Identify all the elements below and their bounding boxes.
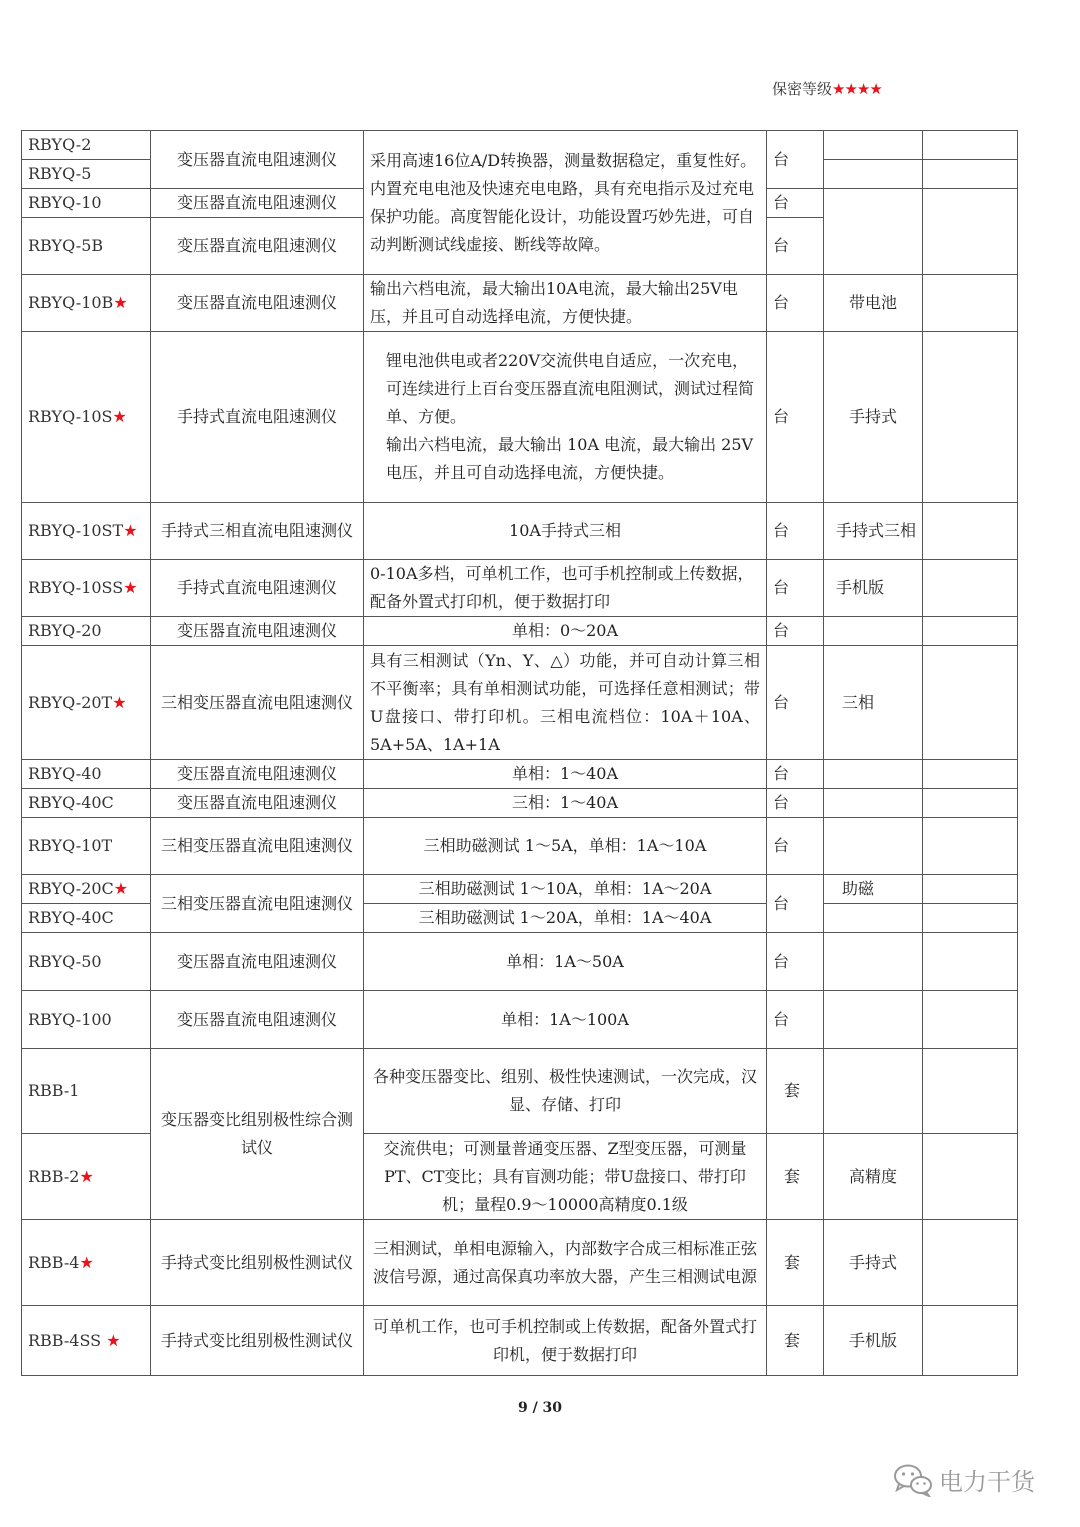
model-cell: RBYQ-20T★ [22, 646, 151, 760]
model-cell: RBYQ-10S★ [22, 332, 151, 503]
extra-cell [923, 617, 1018, 646]
table-row [22, 789, 1018, 818]
extra-cell [923, 131, 1018, 160]
table-row [22, 131, 1018, 160]
note-cell: 手机版 [824, 560, 923, 617]
note-cell [824, 131, 923, 160]
note-cell: 高精度 [824, 1134, 923, 1220]
model-cell: RBYQ-20C★ [22, 875, 151, 904]
model-cell: RBYQ-10B★ [22, 275, 151, 332]
model-cell: RBB-4SS ★ [22, 1306, 151, 1376]
name-cell: 手持式直流电阻速测仪 [151, 560, 364, 617]
model-cell: RBB-1 [22, 1049, 151, 1134]
note-cell [824, 818, 923, 875]
name-cell: 手持式三相直流电阻速测仪 [151, 503, 364, 560]
desc-cell: 三相助磁测试 1～20A，单相：1A～40A [364, 904, 767, 933]
table-row [22, 275, 1018, 332]
extra-cell [923, 933, 1018, 991]
extra-cell [923, 1049, 1018, 1134]
note-cell: 带电池 [824, 275, 923, 332]
model-cell: RBYQ-10T [22, 818, 151, 875]
desc-cell: 各种变压器变比、组别、极性快速测试，一次完成，汉显、存储、打印 [364, 1049, 767, 1134]
name-cell: 手持式变比组别极性测试仪 [151, 1220, 364, 1306]
table-row [22, 1306, 1018, 1376]
name-cell: 手持式变比组别极性测试仪 [151, 1306, 364, 1376]
name-cell: 三相变压器直流电阻速测仪 [151, 818, 364, 875]
security-level-label: 保密等级 [772, 80, 833, 98]
desc-cell [364, 332, 767, 503]
unit-cell: 台 [767, 646, 824, 760]
product-table [21, 130, 1018, 1376]
table-row [22, 560, 1018, 617]
desc-cell: 三相助磁测试 1～10A，单相：1A～20A [364, 875, 767, 904]
name-cell: 变压器直流电阻速测仪 [151, 789, 364, 818]
unit-cell: 台 [767, 617, 824, 646]
unit-cell: 台 [767, 189, 824, 218]
unit-cell: 台 [767, 760, 824, 789]
note-cell: 助磁 [824, 875, 923, 904]
extra-cell [923, 646, 1018, 760]
security-level-stars: ★★★★ [832, 80, 882, 98]
unit-cell: 台 [767, 503, 824, 560]
model-cell: RBYQ-40 [22, 760, 151, 789]
unit-cell: 台 [767, 789, 824, 818]
star-icon: ★ [113, 879, 129, 898]
unit-cell: 套 [767, 1134, 824, 1220]
desc-cell: 0-10A多档，可单机工作，也可手机控制或上传数据，配备外置式打印机，便于数据打印 [364, 560, 767, 617]
desc-line: 输出六档电流，最大输出 10A 电流，最大输出 25V 电压，并且可自动选择电流，方便快捷。 [386, 435, 754, 482]
wechat-icon [893, 1463, 933, 1497]
model-cell: RBYQ-50 [22, 933, 151, 991]
desc-cell: 具有三相测试（Yn、Y、△）功能，并可自动计算三相不平衡率；具有单相测试功能，可选择任意相测试；带U盘接口、带打印机。三相电流档位：10A＋10A、5A+5A、1A+1A [364, 646, 767, 760]
security-level [772, 78, 882, 99]
name-cell: 变压器直流电阻速测仪 [151, 189, 364, 218]
table-row [22, 875, 1018, 904]
watermark [893, 1462, 1035, 1497]
table-row [22, 991, 1018, 1049]
extra-cell [923, 875, 1018, 904]
table-row [22, 617, 1018, 646]
unit-cell: 台 [767, 131, 824, 189]
note-cell [824, 789, 923, 818]
extra-cell [923, 160, 1018, 189]
note-cell: 手持式三相 [824, 503, 923, 560]
desc-cell: 单相：0～20A [364, 617, 767, 646]
extra-cell [923, 560, 1018, 617]
note-cell [824, 760, 923, 789]
model-cell: RBYQ-5B [22, 218, 151, 275]
star-icon: ★ [112, 407, 127, 426]
table-row [22, 933, 1018, 991]
extra-cell [923, 818, 1018, 875]
extra-cell [923, 189, 1018, 275]
model-cell: RBB-4★ [22, 1220, 151, 1306]
star-icon: ★ [79, 1166, 94, 1186]
note-cell: 手持式 [824, 332, 923, 503]
unit-cell: 台 [767, 818, 824, 875]
extra-cell [923, 275, 1018, 332]
desc-cell: 10A手持式三相 [364, 503, 767, 560]
model-cell: RBB-2★ [22, 1134, 151, 1220]
note-cell: 手持式 [824, 1220, 923, 1306]
name-cell: 手持式直流电阻速测仪 [151, 332, 364, 503]
model-cell: RBYQ-5 [22, 160, 151, 189]
table-row [22, 503, 1018, 560]
name-cell: 变压器变比组别极性综合测试仪 [151, 1049, 364, 1220]
model-cell: RBYQ-10 [22, 189, 151, 218]
table-row [22, 760, 1018, 789]
desc-cell: 三相助磁测试 1～5A，单相：1A～10A [364, 818, 767, 875]
table-row [22, 1220, 1018, 1306]
watermark-text: 电力干货 [939, 1468, 1035, 1496]
unit-cell: 台 [767, 332, 824, 503]
name-cell: 变压器直流电阻速测仪 [151, 933, 364, 991]
extra-cell [923, 1220, 1018, 1306]
desc-cell: 单相：1～40A [364, 760, 767, 789]
star-icon: ★ [79, 1252, 94, 1272]
note-cell [824, 189, 923, 275]
extra-cell [923, 332, 1018, 503]
star-icon: ★ [123, 578, 138, 597]
name-cell: 三相变压器直流电阻速测仪 [151, 875, 364, 933]
page-number: 9 / 30 [517, 1400, 563, 1416]
name-cell: 变压器直流电阻速测仪 [151, 617, 364, 646]
table-row [22, 332, 1018, 503]
name-cell: 变压器直流电阻速测仪 [151, 760, 364, 789]
desc-cell: 输出六档电流，最大输出10A电流，最大输出25V电压，并且可自动选择电流，方便快捷。 [364, 275, 767, 332]
desc-cell: 可单机工作，也可手机控制或上传数据，配备外置式打印机，便于数据打印 [364, 1306, 767, 1376]
unit-cell: 台 [767, 275, 824, 332]
unit-cell: 套 [767, 1306, 824, 1376]
extra-cell [923, 1306, 1018, 1376]
model-cell: RBYQ-40C [22, 904, 151, 933]
model-cell: RBYQ-20 [22, 617, 151, 646]
name-cell: 变压器直流电阻速测仪 [151, 218, 364, 275]
unit-cell: 台 [767, 991, 824, 1049]
unit-cell: 台 [767, 933, 824, 991]
extra-cell [923, 991, 1018, 1049]
model-cell: RBYQ-10SS★ [22, 560, 151, 617]
unit-cell: 台 [767, 560, 824, 617]
table-row [22, 818, 1018, 875]
star-icon: ★ [113, 293, 128, 312]
desc-line: 锂电池供电或者220V交流供电自适应，一次充电，可连续进行上百台变压器直流电阻测试，测试过程简单、方便。 [386, 351, 755, 426]
model-cell: RBYQ-10ST★ [22, 503, 151, 560]
desc-cell: 采用高速16位A/D转换器，测量数据稳定，重复性好。内置充电电池及快速充电电路，具有充电指示及过充电保护功能。高度智能化设计，功能设置巧妙先进，可自动判断测试线虚接、断线等故障。 [364, 131, 767, 275]
unit-cell: 套 [767, 1220, 824, 1306]
note-cell [824, 1049, 923, 1134]
desc-cell: 单相：1A～50A [364, 933, 767, 991]
unit-cell: 台 [767, 218, 824, 275]
extra-cell [923, 789, 1018, 818]
extra-cell [923, 1134, 1018, 1220]
extra-cell [923, 760, 1018, 789]
note-cell: 手机版 [824, 1306, 923, 1376]
name-cell: 变压器直流电阻速测仪 [151, 275, 364, 332]
star-icon: ★ [112, 692, 127, 712]
unit-cell: 台 [767, 875, 824, 933]
extra-cell [923, 503, 1018, 560]
table-row [22, 1049, 1018, 1134]
note-cell [824, 904, 923, 933]
note-cell [824, 160, 923, 189]
table-row [22, 646, 1018, 760]
desc-cell: 交流供电；可测量普通变压器、Z型变压器，可测量PT、CT变比；具有盲测功能；带U盘接口、带打印机；量程0.9～10000高精度0.1级 [364, 1134, 767, 1220]
desc-cell: 三相：1～40A [364, 789, 767, 818]
star-icon: ★ [106, 1330, 121, 1350]
note-cell [824, 933, 923, 991]
unit-cell: 套 [767, 1049, 824, 1134]
extra-cell [923, 904, 1018, 933]
note-cell: 三相 [824, 646, 923, 760]
name-cell: 变压器直流电阻速测仪 [151, 131, 364, 189]
model-cell: RBYQ-100 [22, 991, 151, 1049]
desc-cell: 单相：1A～100A [364, 991, 767, 1049]
name-cell: 三相变压器直流电阻速测仪 [151, 646, 364, 760]
desc-cell: 三相测试，单相电源输入，内部数字合成三相标准正弦波信号源，通过高保真功率放大器，产生三相测试电源 [364, 1220, 767, 1306]
model-cell: RBYQ-2 [22, 131, 151, 160]
star-icon: ★ [123, 521, 138, 540]
note-cell [824, 617, 923, 646]
model-cell: RBYQ-40C [22, 789, 151, 818]
note-cell [824, 991, 923, 1049]
name-cell: 变压器直流电阻速测仪 [151, 991, 364, 1049]
